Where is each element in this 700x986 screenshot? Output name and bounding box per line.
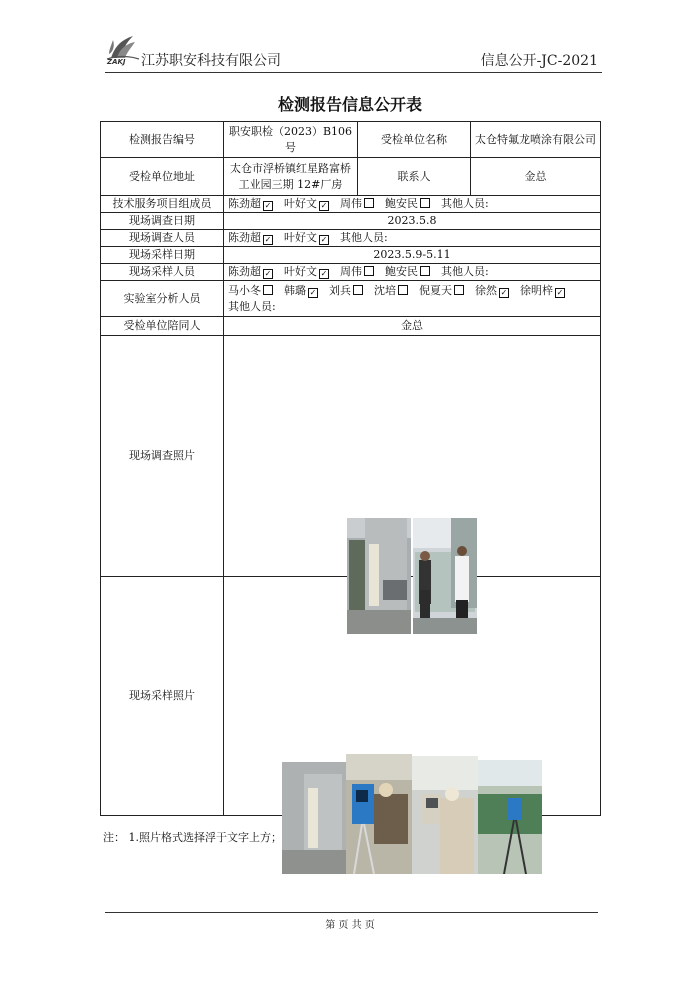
document-number: 信息公开-JC-2021 xyxy=(480,53,598,69)
person-name: 倪夏天 xyxy=(419,283,452,297)
table-row xyxy=(101,317,601,336)
page-header xyxy=(105,30,602,73)
checked-checkbox-icon[interactable]: ✓ xyxy=(264,201,272,210)
person-name: 陈劲超 xyxy=(228,197,261,210)
person-name: 周伟 xyxy=(340,197,362,210)
survey-photo xyxy=(347,518,477,634)
team-members xyxy=(224,196,601,213)
team-other-label: 其他人员: xyxy=(441,197,489,210)
table-row xyxy=(101,230,601,247)
lab-staff xyxy=(224,281,601,317)
table-row xyxy=(101,158,601,196)
unchecked-checkbox-icon[interactable] xyxy=(420,198,430,208)
person-name: 叶好文 xyxy=(284,265,317,278)
client-value: 太仓特氟龙喷涂有限公司 xyxy=(471,122,601,158)
checked-checkbox-icon[interactable]: ✓ xyxy=(309,287,317,297)
table-row xyxy=(101,213,601,230)
table-row xyxy=(101,247,601,264)
sampling-other-label: 其他人员: xyxy=(441,265,489,278)
checked-checkbox-icon[interactable]: ✓ xyxy=(500,287,508,297)
table-row xyxy=(101,264,601,281)
lab-label: 实验室分析人员 xyxy=(101,281,224,317)
escort-value: 金总 xyxy=(224,317,601,336)
sampling-staff xyxy=(224,264,601,281)
survey-staff xyxy=(224,230,601,247)
footer-note: 注： 1.照片格式选择浮于文字上方； xyxy=(103,831,282,844)
unchecked-checkbox-icon[interactable] xyxy=(263,285,273,295)
table-row xyxy=(101,281,601,317)
unchecked-checkbox-icon[interactable] xyxy=(364,266,374,276)
table-row xyxy=(101,196,601,213)
logo-text: ZAKJ xyxy=(107,58,126,66)
contact-value: 金总 xyxy=(471,158,601,196)
page-title: 检测报告信息公开表 xyxy=(277,95,422,114)
survey-other-label: 其他人员: xyxy=(340,231,388,244)
person-name: 叶好文 xyxy=(284,197,317,210)
person-name: 马小冬 xyxy=(228,283,261,297)
survey-date-label: 现场调查日期 xyxy=(101,213,224,230)
lab-other-label: 其他人员: xyxy=(228,299,276,313)
checked-checkbox-icon[interactable]: ✓ xyxy=(320,269,328,278)
person-name: 叶好文 xyxy=(284,231,317,244)
checked-checkbox-icon[interactable]: ✓ xyxy=(320,201,328,210)
unchecked-checkbox-icon[interactable] xyxy=(420,266,430,276)
team-label: 技术服务项目组成员 xyxy=(101,196,224,213)
person-name: 沈培 xyxy=(374,283,396,297)
company-name: 江苏职安科技有限公司 xyxy=(141,53,281,69)
person-name: 周伟 xyxy=(340,265,362,278)
table-row xyxy=(101,336,601,577)
unchecked-checkbox-icon[interactable] xyxy=(454,285,464,295)
sampling-date-value: 2023.5.9-5.11 xyxy=(224,247,601,264)
survey-staff-label: 现场调查人员 xyxy=(101,230,224,247)
checked-checkbox-icon[interactable]: ✓ xyxy=(264,269,272,278)
checked-checkbox-icon[interactable]: ✓ xyxy=(320,235,328,244)
address-label: 受检单位地址 xyxy=(101,158,224,196)
client-label: 受检单位名称 xyxy=(358,122,471,158)
person-name: 鲍安民 xyxy=(385,265,418,278)
unchecked-checkbox-icon[interactable] xyxy=(398,285,408,295)
page-number: 第 页 共 页 xyxy=(325,920,375,931)
sampling-photo xyxy=(282,754,542,874)
person-name: 陈劲超 xyxy=(228,265,261,278)
info-table xyxy=(100,121,601,816)
person-name: 鲍安民 xyxy=(385,197,418,210)
footer-divider xyxy=(105,912,598,913)
checked-checkbox-icon[interactable]: ✓ xyxy=(264,235,272,244)
unchecked-checkbox-icon[interactable] xyxy=(353,285,363,295)
sampling-staff-label: 现场采样人员 xyxy=(101,264,224,281)
contact-label: 联系人 xyxy=(358,158,471,196)
person-name: 徐明梓 xyxy=(520,283,553,297)
survey-photo-cell xyxy=(224,336,601,577)
person-name: 刘兵 xyxy=(329,283,351,297)
survey-date-value: 2023.5.8 xyxy=(224,213,601,230)
person-name: 陈劲超 xyxy=(228,231,261,244)
sampling-photo-label: 现场采样照片 xyxy=(101,577,224,816)
person-name: 韩璐 xyxy=(284,283,306,297)
report-no-value: 职安职检（2023）B106 号 xyxy=(224,122,358,158)
report-no-label: 检测报告编号 xyxy=(101,122,224,158)
escort-label: 受检单位陪同人 xyxy=(101,317,224,336)
person-name: 徐然 xyxy=(475,283,497,297)
survey-photo-label: 现场调查照片 xyxy=(101,336,224,577)
checked-checkbox-icon[interactable]: ✓ xyxy=(556,287,564,297)
unchecked-checkbox-icon[interactable] xyxy=(364,198,374,208)
sampling-date-label: 现场采样日期 xyxy=(101,247,224,264)
address-value: 太仓市浮桥镇红星路富桥工业园三期 12#厂房 xyxy=(224,158,358,196)
table-row xyxy=(101,122,601,158)
